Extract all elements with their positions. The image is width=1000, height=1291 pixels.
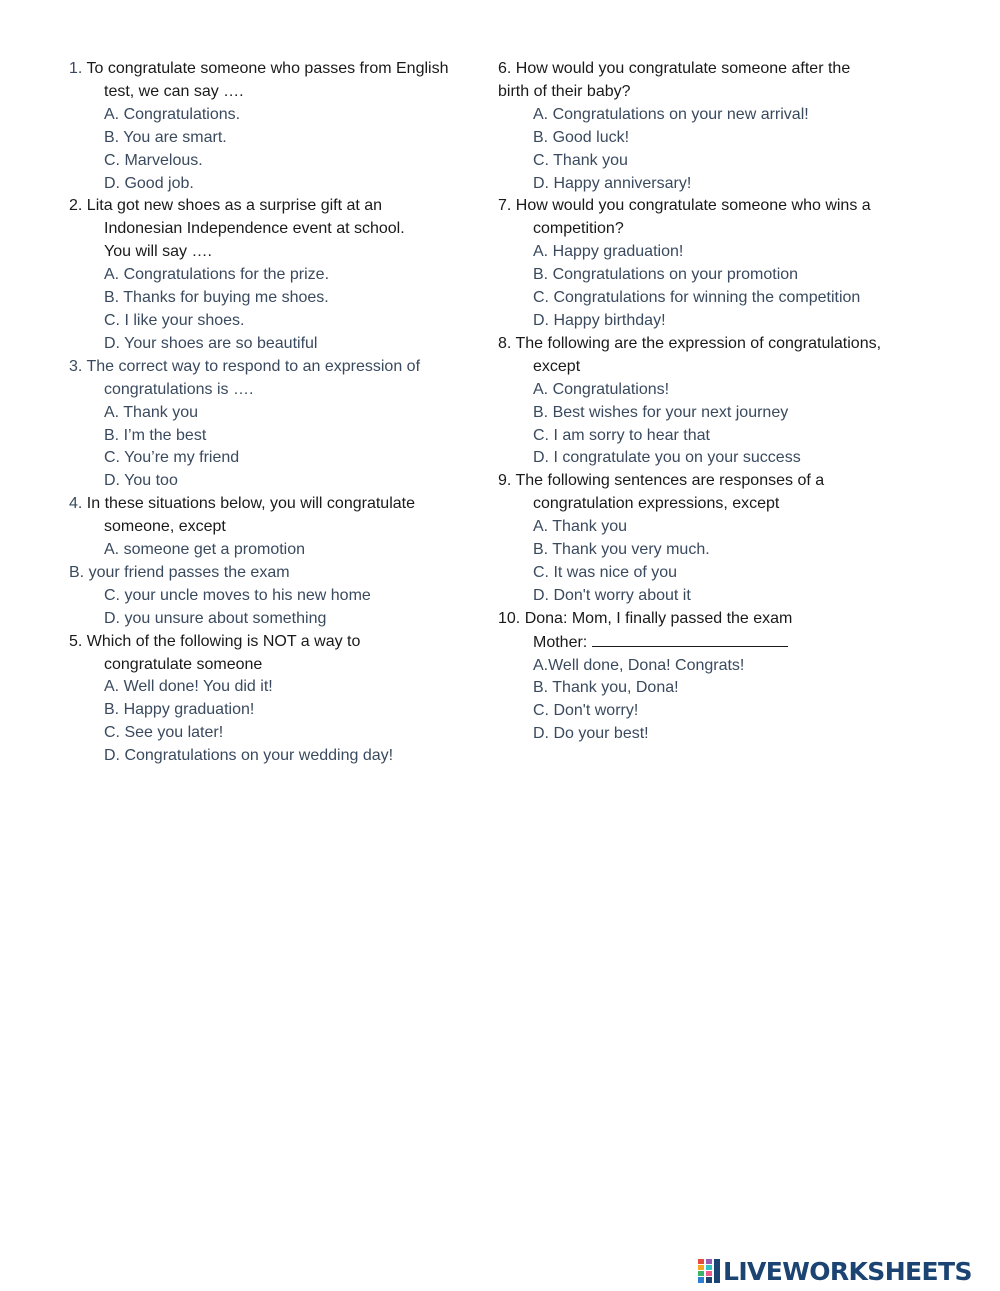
- answer-option[interactable]: B. Thanks for buying me shoes.: [104, 289, 329, 307]
- question-6: [498, 58, 958, 195]
- answer-option[interactable]: A. Congratulations on your new arrival!: [533, 105, 809, 123]
- question-text: To congratulate someone who passes from English: [86, 60, 449, 77]
- answer-option[interactable]: D. you unsure about something: [104, 609, 327, 627]
- question-text: You will say ….: [104, 243, 212, 261]
- answer-option[interactable]: A. Congratulations!: [533, 380, 670, 398]
- question-text: The following are the expression of congratulations,: [515, 334, 882, 352]
- question-number: 10.: [498, 609, 521, 627]
- question-text: test, we can say ….: [104, 82, 244, 100]
- liveworksheets-mark-icon: [698, 1259, 720, 1283]
- question-3: [69, 356, 489, 493]
- answer-option[interactable]: B. your friend passes the exam: [69, 563, 290, 581]
- question-text: congratulations is ….: [104, 380, 254, 398]
- question-text: Mother:: [533, 633, 588, 651]
- question-9: [498, 470, 958, 607]
- answer-option[interactable]: D. Your shoes are so beautiful: [104, 334, 318, 352]
- answer-option[interactable]: D. You too: [104, 472, 178, 490]
- question-text: Indonesian Independence event at school.: [104, 220, 405, 238]
- answer-option[interactable]: D. Happy anniversary!: [533, 174, 692, 192]
- question-number: 2.: [69, 197, 83, 215]
- answer-option[interactable]: C. your uncle moves to his new home: [104, 586, 371, 604]
- answer-option[interactable]: A. someone get a promotion: [104, 541, 306, 559]
- question-text: Lita got new shoes as a surprise gift at an: [86, 197, 383, 215]
- answer-option[interactable]: B. You are smart.: [104, 128, 227, 146]
- answer-option[interactable]: A. Thank you: [533, 518, 627, 536]
- answer-option[interactable]: C. It was nice of you: [533, 563, 678, 581]
- question-number: 4.: [69, 495, 83, 513]
- left-question-column: [69, 58, 489, 768]
- answer-option[interactable]: C. I am sorry to hear that: [533, 426, 710, 444]
- question-text: How would you congratulate someone who wins a: [515, 197, 871, 215]
- answer-blank[interactable]: [592, 631, 788, 647]
- answer-option[interactable]: D. Happy birthday!: [533, 311, 666, 329]
- liveworksheets-logo: [698, 1255, 972, 1287]
- answer-option[interactable]: D. Congratulations on your wedding day!: [104, 747, 394, 765]
- question-4: [69, 493, 489, 630]
- question-text: Dona: Mom, I finally passed the exam: [524, 609, 793, 627]
- answer-option[interactable]: C. I like your shoes.: [104, 311, 245, 329]
- right-question-column: [498, 58, 958, 746]
- question-number: 5.: [69, 632, 83, 650]
- answer-option[interactable]: A. Well done! You did it!: [104, 678, 273, 696]
- question-text: except: [533, 357, 581, 375]
- answer-option[interactable]: A. Congratulations.: [104, 105, 241, 123]
- question-text: Which of the following is NOT a way to: [86, 632, 361, 650]
- answer-option[interactable]: A. Happy graduation!: [533, 243, 684, 261]
- question-text: How would you congratulate someone after the: [515, 60, 851, 77]
- answer-option[interactable]: B. Happy graduation!: [104, 701, 255, 719]
- answer-option[interactable]: D. I congratulate you on your success: [533, 449, 801, 467]
- question-number: 6.: [498, 60, 512, 77]
- answer-option[interactable]: A. Thank you: [104, 403, 198, 421]
- question-number: 8.: [498, 334, 512, 352]
- answer-option[interactable]: B. Congratulations on your promotion: [533, 266, 799, 284]
- logo-text: LIVEWORKSHEETS: [723, 1256, 972, 1286]
- answer-option[interactable]: D. Good job.: [104, 174, 194, 192]
- question-5: [69, 631, 489, 768]
- question-text: congratulation expressions, except: [533, 495, 780, 513]
- question-number: 9.: [498, 472, 512, 490]
- question-number: 7.: [498, 197, 512, 215]
- question-8: [498, 333, 958, 470]
- answer-option[interactable]: C. See you later!: [104, 724, 224, 742]
- question-text: someone, except: [104, 518, 226, 536]
- question-10: [498, 608, 958, 746]
- answer-option[interactable]: D. Do your best!: [533, 725, 649, 743]
- answer-option[interactable]: B. Good luck!: [533, 128, 630, 146]
- answer-option[interactable]: D. Don't worry about it: [533, 586, 691, 604]
- answer-option[interactable]: C. Congratulations for winning the competition: [533, 289, 861, 307]
- answer-option[interactable]: B. Thank you, Dona!: [533, 679, 679, 697]
- answer-option[interactable]: B. Best wishes for your next journey: [533, 403, 789, 421]
- answer-option[interactable]: C. Thank you: [533, 151, 628, 169]
- question-text: congratulate someone: [104, 655, 263, 673]
- answer-option[interactable]: B. I’m the best: [104, 426, 207, 444]
- answer-option[interactable]: A. Congratulations for the prize.: [104, 266, 330, 284]
- answer-option[interactable]: C. Marvelous.: [104, 151, 203, 169]
- answer-option[interactable]: C. Don't worry!: [533, 702, 639, 720]
- question-number: 1.: [69, 60, 83, 77]
- question-7: [498, 195, 958, 332]
- answer-option[interactable]: A.Well done, Dona! Congrats!: [533, 656, 745, 674]
- question-text: In these situations below, you will congratulate: [86, 495, 415, 513]
- answer-option[interactable]: C. You’re my friend: [104, 449, 240, 467]
- answer-option[interactable]: B. Thank you very much.: [533, 541, 710, 559]
- question-number: 3.: [69, 357, 83, 375]
- question-text: birth of their baby?: [498, 82, 631, 100]
- question-text: competition?: [533, 220, 624, 238]
- question-text: The correct way to respond to an expression of: [86, 357, 421, 375]
- question-text: The following sentences are responses of a: [515, 472, 825, 490]
- question-2: [69, 195, 489, 355]
- question-1: [69, 58, 489, 195]
